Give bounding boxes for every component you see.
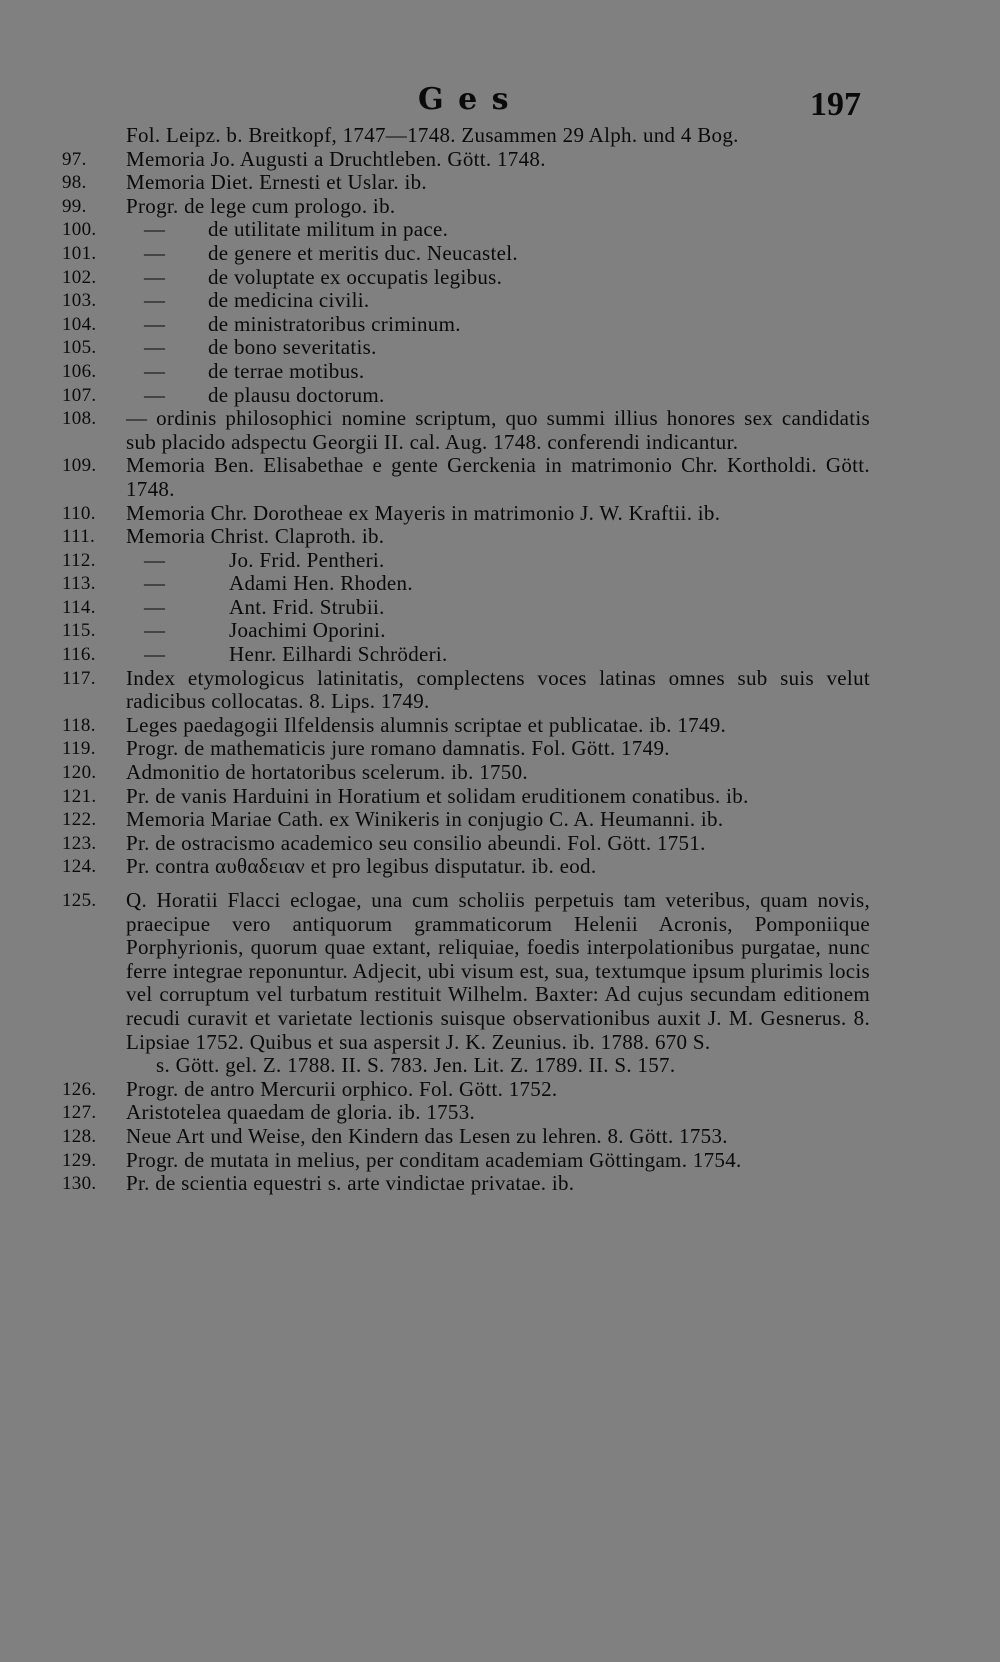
- bibliography-list: [50, 124, 870, 1196]
- ditto-dash: —: [144, 618, 166, 643]
- entry-number: 116.: [62, 644, 96, 666]
- entry-text: Progr. de lege cum prologo. ib.: [126, 193, 396, 218]
- list-item: [50, 808, 870, 832]
- entry-text: Progr. de mathematicis jure romano damnatis. Fol. Gött. 1749.: [126, 736, 670, 761]
- list-item: [50, 289, 870, 313]
- ditto-dash: —: [144, 547, 166, 572]
- entry-number: 106.: [62, 360, 97, 382]
- list-item: [50, 336, 870, 360]
- list-item: [50, 785, 870, 809]
- entry-number: 114.: [62, 596, 96, 618]
- entry-number: 110.: [62, 502, 96, 524]
- list-item: [50, 889, 870, 1054]
- ditto-dash: —: [144, 264, 166, 289]
- entry-text: Adami Hen. Rhoden.: [229, 571, 413, 596]
- list-item: [50, 242, 870, 266]
- entry-text: Pr. de vanis Harduini in Horatium et solidam eruditionem conatibus. ib.: [126, 783, 749, 808]
- entry-number: 126.: [62, 1078, 97, 1100]
- list-item: [50, 148, 870, 172]
- entry-text: Jo. Frid. Pentheri.: [229, 547, 385, 572]
- entry-text: — ordinis philosophici nomine scriptum, quo summi illius honores sex candidatis sub placido adspectu Georgii II. cal. Aug. 1748. conferendi indicantur.: [126, 406, 870, 454]
- entry-number: 104.: [62, 313, 97, 335]
- entry-number: 119.: [62, 738, 96, 760]
- list-item: [50, 525, 870, 549]
- entry-number: 97.: [62, 148, 87, 170]
- page-header: [0, 82, 1000, 122]
- list-item: [50, 218, 870, 242]
- list-item: [50, 313, 870, 337]
- entry-number: 130.: [62, 1173, 97, 1195]
- list-item: [50, 1149, 870, 1173]
- list-item: [50, 761, 870, 785]
- running-title: G e s: [418, 82, 511, 117]
- entry-number: 112.: [62, 549, 96, 571]
- entry-text: Joachimi Oporini.: [229, 618, 386, 643]
- entry-number: 123.: [62, 832, 97, 854]
- entry-number: 113.: [62, 573, 96, 595]
- entry-text: Index etymologicus latinitatis, complectens voces latinas omnes sub suis velut radicibus collocatas. 8. Lips. 1749.: [126, 665, 870, 714]
- entry-text: de voluptate ex occupatis legibus.: [208, 264, 503, 289]
- ditto-dash: —: [144, 335, 166, 360]
- entry-text: de medicina civili.: [208, 288, 370, 313]
- entry-text: Memoria Jo. Augusti a Druchtleben. Gött. 1748.: [126, 146, 546, 171]
- entry-text: de plausu doctorum.: [208, 382, 385, 407]
- list-item: [50, 1172, 870, 1196]
- entry-number: 124.: [62, 856, 97, 878]
- list-item: [50, 195, 870, 219]
- list-item: [50, 1125, 870, 1149]
- ditto-dash: —: [144, 358, 166, 383]
- list-item-note: [50, 1054, 870, 1078]
- entry-number: 125.: [62, 890, 97, 911]
- entry-text: s. Gött. gel. Z. 1788. II. S. 783. Jen. Lit. Z. 1789. II. S. 157.: [156, 1053, 676, 1078]
- entry-number: 105.: [62, 337, 97, 359]
- entry-number: 120.: [62, 762, 97, 784]
- list-item: [50, 667, 870, 714]
- entry-text: de bono severitatis.: [208, 335, 377, 360]
- list-item: [50, 1078, 870, 1102]
- list-item: [50, 1101, 870, 1125]
- entry-number: 127.: [62, 1102, 97, 1124]
- entry-text: Ant. Frid. Strubii.: [229, 594, 385, 619]
- entry-number: 109.: [62, 455, 97, 477]
- list-item: [50, 596, 870, 620]
- entry-text: Neue Art und Weise, den Kindern das Lesen zu lehren. 8. Gött. 1753.: [126, 1123, 728, 1148]
- entry-number: 118.: [62, 714, 96, 736]
- entry-text: Memoria Mariae Cath. ex Winikeris in conjugio C. A. Heumanni. ib.: [126, 807, 724, 832]
- list-item: [50, 572, 870, 596]
- list-item: [50, 384, 870, 408]
- list-item: [50, 737, 870, 761]
- entry-text: Pr. de ostracismo academico seu consilio abeundi. Fol. Gött. 1751.: [126, 830, 706, 855]
- entry-text: de utilitate militum in pace.: [208, 217, 449, 242]
- entry-text: Pr. de scientia equestri s. arte vindictae privatae. ib.: [126, 1171, 575, 1196]
- ditto-dash: —: [144, 240, 166, 265]
- entry-number: 102.: [62, 266, 97, 288]
- entry-text: Fol. Leipz. b. Breitkopf, 1747—1748. Zusammen 29 Alph. und 4 Bog.: [126, 123, 739, 147]
- entry-text: de genere et meritis duc. Neucastel.: [208, 240, 518, 265]
- list-item: [50, 832, 870, 856]
- entry-text: Admonitio de hortatoribus scelerum. ib. 1750.: [126, 760, 528, 785]
- ditto-dash: —: [144, 571, 166, 596]
- list-item: [50, 360, 870, 384]
- list-item: [50, 619, 870, 643]
- entry-number: 129.: [62, 1149, 97, 1171]
- ditto-dash: —: [144, 311, 166, 336]
- entry-text: Memoria Diet. Ernesti et Uslar. ib.: [126, 170, 427, 195]
- entry-number: 100.: [62, 219, 97, 241]
- ditto-dash: —: [144, 288, 166, 313]
- entry-number: 111.: [62, 526, 96, 548]
- entry-number: 108.: [62, 408, 97, 430]
- entry-text: Aristotelea quaedam de gloria. ib. 1753.: [126, 1100, 476, 1125]
- entry-number: 122.: [62, 809, 97, 831]
- entry-text: Pr. contra αυθαδειαν et pro legibus disputatur. ib. eod.: [126, 854, 597, 879]
- entry-number: 103.: [62, 290, 97, 312]
- list-item: [50, 124, 870, 148]
- entry-text: de terrae motibus.: [208, 358, 365, 383]
- list-item: [50, 171, 870, 195]
- list-item: [50, 407, 870, 454]
- entry-text: Memoria Chr. Dorotheae ex Mayeris in matrimonio J. W. Kraftii. ib.: [126, 500, 721, 525]
- list-item: [50, 454, 870, 501]
- page-number: 197: [810, 86, 861, 123]
- list-item: [50, 714, 870, 738]
- entry-number: 117.: [62, 667, 96, 689]
- ditto-dash: —: [144, 382, 166, 407]
- list-item: [50, 549, 870, 573]
- list-item: [50, 643, 870, 667]
- entry-number: 128.: [62, 1125, 97, 1147]
- entry-number: 115.: [62, 620, 96, 642]
- entry-number: 121.: [62, 785, 97, 807]
- entry-text: Leges paedagogii Ilfeldensis alumnis scriptae et publicatae. ib. 1749.: [126, 712, 727, 737]
- entry-text: Memoria Christ. Claproth. ib.: [126, 524, 385, 549]
- list-item: [50, 502, 870, 526]
- entry-text: Henr. Eilhardi Schröderi.: [229, 642, 448, 667]
- entry-number: 107.: [62, 384, 97, 406]
- ditto-dash: —: [144, 217, 166, 242]
- entry-number: 101.: [62, 242, 97, 264]
- entry-text: Progr. de mutata in melius, per conditam academiam Göttingam. 1754.: [126, 1147, 742, 1172]
- entry-number: 98.: [62, 172, 87, 194]
- ditto-dash: —: [144, 594, 166, 619]
- entry-text: de ministratoribus criminum.: [208, 311, 461, 336]
- list-item: [50, 266, 870, 290]
- ditto-dash: —: [144, 642, 166, 667]
- list-item: [50, 855, 870, 879]
- entry-text: Memoria Ben. Elisabethae e gente Gerckenia in matrimonio Chr. Kortholdi. Gött. 1748.: [126, 453, 870, 501]
- entry-text: Q. Horatii Flacci eclogae, una cum scholiis perpetuis tam veteribus, quam novis, praecipue vero antiquorum grammaticorum Helenii Acronis, Pomponiique Porphyrionis, quorum quae extant, reliquiae, foedis interpolationibus purgatae, nunc ferre integrae reponuntur. Adjecit, ubi visum est, sua, textumque ipsum plurimis locis vel corruptum vel turbatum restituit Wilhelm. Baxter: Ad cujus secundam editionem recudi curavit et varietate lectionis suisque observationibus auxit J. M. Gesnerus. 8. Lipsiae 1752. Quibus et sua aspersit J. K. Zeunius. ib. 1788. 670 S.: [126, 888, 870, 1054]
- entry-text: Progr. de antro Mercurii orphico. Fol. Gött. 1752.: [126, 1076, 558, 1101]
- entry-number: 99.: [62, 195, 87, 217]
